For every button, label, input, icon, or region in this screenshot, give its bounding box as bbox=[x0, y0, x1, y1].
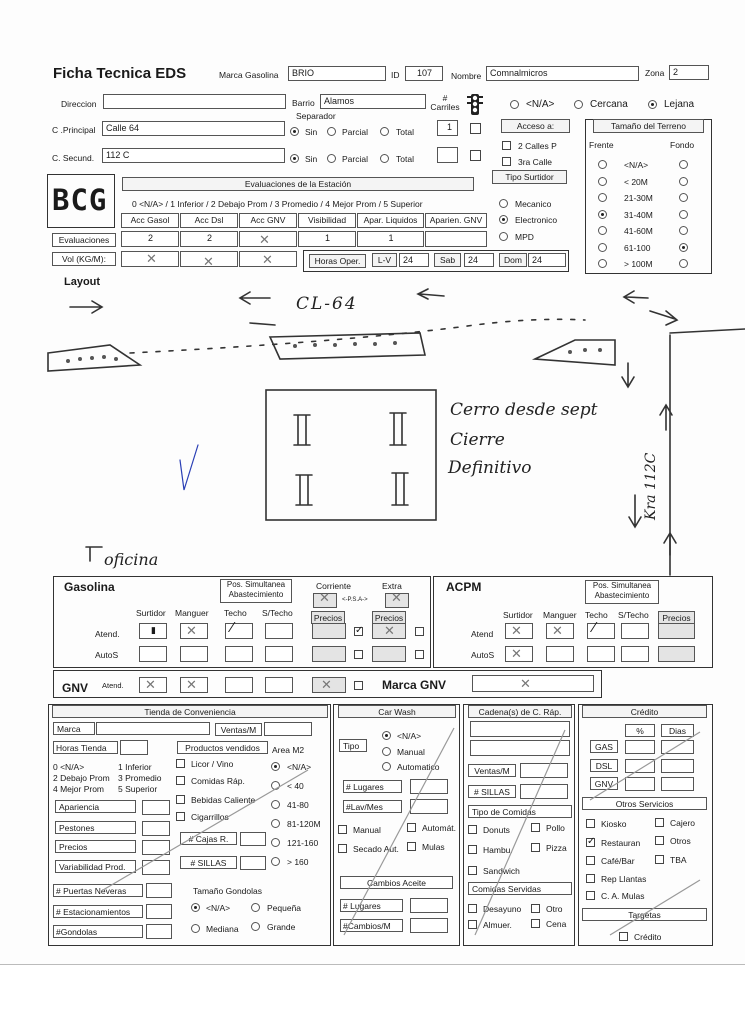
carwash-automat-cb-label: Automát. bbox=[422, 823, 457, 833]
gnv-precio-crossed: ✕ bbox=[321, 677, 332, 692]
bcg-logo: BCG bbox=[52, 183, 108, 217]
tienda-ventas-field[interactable] bbox=[264, 722, 312, 736]
carriles-value: 1 bbox=[447, 122, 453, 132]
acpm-atend-stecho[interactable] bbox=[621, 623, 649, 639]
gasolina-precio-corriente-atend[interactable] bbox=[312, 623, 346, 639]
eval-cell-value: 1 bbox=[325, 233, 331, 243]
eval-cell[interactable] bbox=[425, 231, 487, 247]
corriente-pos-crossed: ✕ bbox=[319, 590, 330, 605]
estacionamientos-label: # Estacionamientos bbox=[53, 905, 143, 918]
separador-label: Separador bbox=[296, 111, 336, 121]
sab-label: Sab bbox=[434, 253, 461, 267]
tba-label: TBA bbox=[670, 855, 687, 865]
eval-column-header: Acc Dsl bbox=[180, 213, 238, 228]
tienda-scale-0: 0 <N/A> bbox=[53, 762, 85, 772]
tienda-scale-1: 1 Inferior bbox=[118, 762, 152, 772]
gasolina-manguer-crossed: ✕ bbox=[186, 623, 197, 638]
dom-field[interactable] bbox=[528, 253, 566, 267]
gasolina-precio-extra-autos[interactable] bbox=[372, 646, 406, 662]
secund-total-label: Total bbox=[396, 154, 414, 164]
nombre-label: Nombre bbox=[451, 71, 482, 81]
secund-parcial-radio[interactable] bbox=[327, 154, 336, 163]
eval-cell[interactable] bbox=[180, 231, 238, 247]
credito-dsl-label: DSL bbox=[590, 759, 618, 772]
eval-cell[interactable] bbox=[298, 231, 356, 247]
cadena-title: Cadena(s) de C. Ráp. bbox=[468, 705, 572, 718]
terreno-option-label: <N/A> bbox=[624, 160, 649, 170]
producto-label: Licor / Vino bbox=[191, 759, 234, 769]
acpm-techo-mark: ⁄ bbox=[593, 619, 596, 636]
producto-label: Bebidas Caliente bbox=[191, 795, 256, 805]
gasolina-stecho-label: S/Techo bbox=[262, 608, 293, 618]
surtidor-mpd-radio[interactable] bbox=[499, 232, 508, 241]
marca-gasolina-value: BRIO bbox=[292, 68, 315, 78]
neveras-label: # Puertas Neveras bbox=[53, 884, 143, 897]
terreno-option-label: < 20M bbox=[624, 176, 648, 187]
tienda-scale-5: 5 Superior bbox=[118, 784, 158, 794]
eval-column-header: Aparien. GNV bbox=[425, 213, 487, 228]
carwash-lugares-label: # Lugares bbox=[343, 780, 402, 793]
calle-secund-field[interactable] bbox=[102, 148, 285, 163]
carwash-tipo-label: Tipo bbox=[339, 739, 367, 752]
surtidor-mecanico-radio[interactable] bbox=[499, 199, 508, 208]
dos-calles-label: 2 Calles P bbox=[518, 141, 557, 151]
acpm-pos-simultanea: Pos. Simultanea Abastecimiento bbox=[585, 580, 659, 604]
gasolina-atend-stecho[interactable] bbox=[265, 623, 293, 639]
terreno-frente-radio[interactable] bbox=[598, 259, 607, 268]
tienda-rating-label: Pestones bbox=[55, 821, 136, 834]
dom-label: Dom bbox=[499, 253, 527, 267]
terreno-frente-radio[interactable] bbox=[598, 193, 607, 202]
cadena-crossout-stroke bbox=[465, 720, 575, 940]
ubicacion-na-label: <N/A> bbox=[526, 99, 555, 110]
carwash-automatico-label: Automatico bbox=[397, 762, 440, 772]
kiosko-label: Kiosko bbox=[601, 819, 627, 829]
acpm-surtidor-crossed: ✕ bbox=[511, 623, 522, 638]
cambios-aceite-title: Cambios Aceite bbox=[340, 876, 453, 889]
dom-value: 24 bbox=[532, 255, 543, 265]
gnv-atend-stecho[interactable] bbox=[265, 677, 293, 693]
sab-value: 24 bbox=[468, 255, 479, 265]
eval-cell[interactable] bbox=[357, 231, 424, 247]
area-option-label: 41-80 bbox=[287, 800, 309, 810]
calle-secund-value: 112 C bbox=[106, 150, 130, 160]
terreno-frente-label: Frente bbox=[589, 140, 614, 150]
psa-label: <-P.S.A-> bbox=[342, 597, 368, 603]
acpm-title: ACPM bbox=[446, 580, 482, 594]
nombre-value: Comnalmicros bbox=[490, 68, 548, 78]
carwash-mulas-label: Mulas bbox=[422, 842, 445, 852]
credito-crossout-stroke bbox=[580, 720, 710, 940]
gasolina-autos-surtidor[interactable] bbox=[139, 646, 167, 662]
carwash-manual-label: Manual bbox=[397, 747, 425, 757]
principal-sin-label: Sin bbox=[305, 127, 318, 137]
terreno-frente-radio[interactable] bbox=[598, 243, 607, 252]
gasolina-extra-checkbox[interactable] bbox=[415, 627, 424, 636]
cadena-ventas-label: Ventas/M bbox=[468, 764, 516, 777]
tienda-sillas-label: # SILLAS bbox=[180, 856, 237, 869]
credito-title: Crédito bbox=[582, 705, 707, 718]
donuts-label: Donuts bbox=[483, 825, 510, 835]
lv-label: L-V bbox=[372, 253, 397, 267]
lv-value: 24 bbox=[403, 255, 414, 265]
vol-label: Vol (KG/M): bbox=[52, 252, 116, 266]
gondolas-na-radio[interactable] bbox=[191, 903, 200, 912]
acpm-surtidor-label: Surtidor bbox=[503, 610, 533, 620]
acpm-atend-techo[interactable] bbox=[587, 623, 615, 639]
credito-pct-label: % bbox=[625, 724, 655, 737]
ubicacion-na-radio[interactable] bbox=[510, 100, 519, 109]
acpm-precio-autos[interactable] bbox=[658, 646, 695, 662]
vol-gnv-crossed: ✕ bbox=[262, 252, 273, 267]
productos-vendidos-label: Productos vendidos bbox=[177, 741, 268, 754]
gasolina-techo-mark: ⁄ bbox=[231, 619, 234, 636]
gasolina-autos-manguer[interactable] bbox=[180, 646, 208, 662]
form-title: Ficha Tecnica EDS bbox=[53, 65, 187, 82]
layout-sketch bbox=[30, 285, 745, 580]
pollo-label: Pollo bbox=[546, 823, 565, 833]
id-field[interactable] bbox=[405, 66, 443, 81]
producto-label: Comidas Ráp. bbox=[191, 776, 245, 786]
otros-label: Otros bbox=[670, 836, 691, 846]
gasolina-corriente-checkbox[interactable] bbox=[354, 627, 363, 636]
sandwich-label: Sandwich bbox=[483, 866, 520, 876]
vol-dsl-crossed: ✕ bbox=[203, 254, 214, 269]
gasolina-extra-autos-checkbox[interactable] bbox=[415, 650, 424, 659]
nombre-field[interactable] bbox=[486, 66, 639, 81]
terreno-frente-radio[interactable] bbox=[598, 177, 607, 186]
ubicacion-cercana-radio[interactable] bbox=[574, 100, 583, 109]
gasolina-extra-label: Extra bbox=[382, 581, 402, 591]
tienda-title: Tienda de Conveniencia bbox=[52, 705, 328, 718]
eval-cell[interactable] bbox=[121, 231, 179, 247]
street-side-label: Kra 112C bbox=[643, 452, 659, 520]
targetas-title: Targetas bbox=[582, 908, 707, 921]
terreno-frente-radio[interactable] bbox=[598, 160, 607, 169]
cafe-label: Café/Bar bbox=[601, 856, 635, 866]
dos-calles-checkbox[interactable] bbox=[502, 141, 511, 150]
area-option-label: 121-160 bbox=[287, 838, 319, 848]
gnv-atend-techo[interactable] bbox=[225, 677, 253, 693]
principal-sin-radio[interactable] bbox=[290, 127, 299, 136]
principal-parcial-label: Parcial bbox=[342, 127, 368, 137]
marca-gnv-field[interactable] bbox=[472, 675, 594, 692]
cajero-label: Cajero bbox=[670, 818, 696, 828]
ubicacion-lejana-radio[interactable] bbox=[648, 100, 657, 109]
ubicacion-lejana-label: Lejana bbox=[664, 99, 695, 110]
extra-pos-crossed: ✕ bbox=[391, 590, 402, 605]
tienda-marca-label: Marca bbox=[53, 722, 95, 735]
tipo-surtidor-button[interactable]: Tipo Surtidor bbox=[492, 170, 567, 184]
terreno-option-label: 21-30M bbox=[624, 193, 653, 203]
evaluaciones-scale: 0 <N/A> / 1 Inferior / 2 Debajo Prom / 3 Promedio / 4 Mejor Prom / 5 Superior bbox=[132, 199, 423, 209]
terreno-fondo-label: Fondo bbox=[670, 140, 695, 150]
carriles-secund-field[interactable] bbox=[437, 147, 458, 163]
terreno-title: Tamaño del Terreno bbox=[593, 119, 704, 133]
layout-label: Layout bbox=[64, 276, 101, 288]
credito-dias-label: Dias bbox=[661, 724, 694, 737]
gasolina-manguer-label: Manguer bbox=[175, 608, 209, 618]
calle-principal-value: Calle 64 bbox=[106, 123, 140, 133]
gasolina-precios-corriente: Precios bbox=[311, 611, 345, 624]
cajas-label: # Cajas R. bbox=[180, 832, 237, 845]
zona-field[interactable] bbox=[669, 65, 709, 80]
barrio-field[interactable] bbox=[320, 94, 426, 109]
gondolas-na-label: <N/A> bbox=[206, 903, 231, 913]
acpm-techo-label: Techo bbox=[585, 610, 608, 620]
terreno-fondo-radio[interactable] bbox=[679, 243, 688, 252]
acpm-stecho-label: S/Techo bbox=[618, 610, 649, 620]
tercera-calle-checkbox[interactable] bbox=[502, 157, 511, 166]
marca-gasolina-field[interactable] bbox=[288, 66, 386, 81]
id-value: 107 bbox=[417, 68, 433, 78]
area-option-label: < 40 bbox=[287, 781, 304, 791]
area-option-label: <N/A> bbox=[287, 762, 312, 772]
horas-tienda-label: Horas Tienda bbox=[53, 741, 118, 754]
eval-cell-value: 2 bbox=[148, 233, 154, 243]
terreno-option-label: 41-60M bbox=[624, 226, 653, 236]
gasolina-corriente-autos-checkbox[interactable] bbox=[354, 650, 363, 659]
acpm-autos-crossed: ✕ bbox=[511, 646, 522, 661]
carriles-secund-checkbox[interactable] bbox=[470, 150, 481, 161]
carriles-field[interactable] bbox=[437, 120, 458, 136]
tienda-scale-2: 2 Debajo Prom bbox=[53, 773, 110, 783]
gasolina-atend-label: Atend. bbox=[95, 629, 120, 639]
gasolina-surtidor-label: Surtidor bbox=[136, 608, 166, 618]
otro-label: Otro bbox=[546, 904, 563, 914]
marca-gnv-crossed: ✕ bbox=[520, 676, 531, 691]
marca-gnv-label: Marca GNV bbox=[382, 678, 447, 692]
gondolas-pequena-radio[interactable] bbox=[251, 903, 260, 912]
credito-gnv-label: GNV bbox=[590, 777, 618, 790]
tienda-scale-3: 3 Promedio bbox=[118, 773, 162, 783]
gasolina-autos-stecho[interactable] bbox=[265, 646, 293, 662]
principal-total-radio[interactable] bbox=[380, 127, 389, 136]
almuer-label: Almuer. bbox=[483, 920, 512, 930]
gondolas-pequena-label: Pequeña bbox=[267, 903, 302, 913]
terreno-option-label: 61-100 bbox=[624, 242, 651, 253]
gondolas-grande-radio[interactable] bbox=[251, 922, 260, 931]
secund-parcial-label: Parcial bbox=[342, 154, 368, 164]
gondolas-label: #Gondolas bbox=[53, 925, 143, 938]
estacionamientos-field[interactable] bbox=[146, 904, 172, 919]
tienda-marca-field[interactable] bbox=[96, 722, 210, 735]
tienda-crossout-stroke bbox=[98, 760, 318, 900]
otros-servicios-title: Otros Servicios bbox=[582, 797, 707, 810]
note-line-2: Cierre bbox=[450, 430, 505, 450]
principal-parcial-radio[interactable] bbox=[327, 127, 336, 136]
surtidor-electronico-radio[interactable] bbox=[499, 215, 508, 224]
cena-label: Cena bbox=[546, 919, 567, 929]
carwash-title: Car Wash bbox=[338, 705, 456, 718]
gasolina-precio-corriente-autos[interactable] bbox=[312, 646, 346, 662]
area-option-label: 81-120M bbox=[287, 819, 321, 829]
zona-value: 2 bbox=[673, 67, 679, 77]
carwash-secado-label: Secado Aut. bbox=[353, 844, 399, 854]
gondolas-mediana-radio[interactable] bbox=[191, 924, 200, 933]
gasolina-pos-simultanea: Pos. Simultanea Abastecimiento bbox=[220, 579, 292, 603]
gnv-manguer-crossed: ✕ bbox=[186, 677, 197, 692]
note-line-3: Definitivo bbox=[448, 458, 532, 478]
tienda-rating-label: Variabilidad Prod. bbox=[55, 860, 136, 873]
lv-field[interactable] bbox=[399, 253, 429, 267]
gasolina-autos-techo[interactable] bbox=[225, 646, 253, 662]
horas-tienda-field[interactable] bbox=[120, 740, 148, 755]
gnv-checkbox[interactable] bbox=[354, 681, 363, 690]
terreno-option-label: 31-40M bbox=[624, 209, 653, 220]
acpm-atend-label: Atend bbox=[471, 629, 494, 639]
note-line-1: Cerro desde sept bbox=[450, 400, 598, 420]
direccion-field[interactable] bbox=[103, 94, 286, 109]
carriles-checkbox[interactable] bbox=[470, 123, 481, 134]
gondolas-mediana-label: Mediana bbox=[206, 924, 239, 934]
terreno-fondo-radio[interactable] bbox=[679, 193, 688, 202]
restauran-label: Restauran bbox=[601, 838, 641, 848]
acpm-autos-techo[interactable] bbox=[587, 646, 615, 662]
evaluaciones-row-label: Evaluaciones bbox=[52, 233, 116, 247]
terreno-fondo-radio[interactable] bbox=[679, 210, 688, 219]
surtidor-mecanico-label: Mecanico bbox=[515, 199, 552, 209]
ubicacion-cercana-label: Cercana bbox=[590, 99, 628, 110]
calle-principal-label: C .Principal bbox=[52, 125, 96, 135]
zona-label: Zona bbox=[645, 68, 665, 78]
producto-label: Cigarrillos bbox=[191, 812, 229, 822]
cadena-sillas-label: # SILLAS bbox=[468, 785, 516, 798]
acpm-autos-stecho[interactable] bbox=[621, 646, 649, 662]
secund-total-radio[interactable] bbox=[380, 154, 389, 163]
sab-field[interactable] bbox=[464, 253, 494, 267]
desayuno-label: Desayuno bbox=[483, 904, 522, 914]
acpm-manguer-label: Manguer bbox=[543, 610, 577, 620]
area-m2-label: Area M2 bbox=[272, 745, 305, 755]
terreno-fondo-radio[interactable] bbox=[679, 226, 688, 235]
id-label: ID bbox=[391, 70, 400, 80]
comidas-servidas-title: Comidas Servidas bbox=[468, 882, 572, 895]
tercera-calle-label: 3ra Calle bbox=[518, 157, 553, 167]
surtidor-mpd-label: MPD bbox=[515, 232, 534, 242]
gasolina-autos-label: AutoS bbox=[95, 650, 119, 660]
barrio-label: Barrio bbox=[292, 98, 315, 108]
secund-sin-radio[interactable] bbox=[290, 154, 299, 163]
gondolas-field[interactable] bbox=[146, 924, 172, 939]
acpm-precio-atend[interactable] bbox=[658, 623, 695, 639]
calle-principal-field[interactable] bbox=[102, 121, 285, 136]
direccion-label: Direccion bbox=[61, 99, 97, 109]
ca-mulas-label: C. A. Mulas bbox=[601, 891, 645, 901]
acceso-button[interactable]: Acceso a: bbox=[501, 119, 570, 133]
gnv-surtidor-crossed: ✕ bbox=[145, 677, 156, 692]
credito-gas-label: GAS bbox=[590, 740, 618, 753]
gasolina-atend-techo[interactable] bbox=[225, 623, 253, 639]
eval-column-header: Acc Gasol bbox=[121, 213, 179, 228]
carwash-lav-label: #Lav/Mes bbox=[343, 800, 402, 813]
acpm-manguer-crossed: ✕ bbox=[552, 623, 563, 638]
tipo-comidas-title: Tipo de Comidas bbox=[468, 805, 572, 818]
traffic-light-icon bbox=[467, 93, 483, 117]
principal-total-label: Total bbox=[396, 127, 414, 137]
hambu-label: Hambu. bbox=[483, 845, 513, 855]
horas-oper-label: Horas Oper. bbox=[309, 254, 366, 268]
gondolas-grande-label: Grande bbox=[267, 922, 296, 932]
surtidor-electronico-label: Electronico bbox=[515, 215, 558, 225]
eval-gnv-crossed: ✕ bbox=[259, 232, 270, 247]
terreno-frente-radio[interactable] bbox=[598, 226, 607, 235]
area-option-label: > 160 bbox=[287, 857, 309, 867]
eval-column-header: Acc GNV bbox=[239, 213, 297, 228]
carriles-label: # Carriles bbox=[430, 93, 460, 112]
cambios-lugares-label: # Lugares bbox=[340, 899, 403, 912]
tienda-scale-4: 4 Mejor Prom bbox=[53, 784, 105, 794]
eval-cell-value: 1 bbox=[388, 233, 394, 243]
cambios-m-label: #Cambios/M bbox=[340, 919, 403, 932]
eval-column-header: Apar. Liquidos bbox=[357, 213, 424, 228]
gnv-atend-label: Atend. bbox=[102, 681, 124, 690]
tamano-gondolas-label: Tamaño Gondolas bbox=[193, 886, 262, 896]
carwash-manual-cb-label: Manual bbox=[353, 825, 381, 835]
acpm-autos-label: AutoS bbox=[471, 650, 495, 660]
gasolina-title: Gasolina bbox=[64, 580, 115, 594]
tienda-ventas-label: Ventas/M bbox=[215, 723, 262, 736]
terreno-option-label: > 100M bbox=[624, 259, 653, 269]
pizza-label: Pizza bbox=[546, 843, 567, 853]
rep-llantas-label: Rep Llantas bbox=[601, 874, 647, 884]
carwash-crossout-stroke bbox=[336, 720, 460, 940]
barrio-value: Alamos bbox=[324, 96, 355, 106]
evaluaciones-title: Evaluaciones de la Estación bbox=[122, 177, 474, 191]
gasolina-corriente-label: Corriente bbox=[316, 581, 351, 591]
terreno-fondo-radio[interactable] bbox=[679, 160, 688, 169]
gasolina-techo-label: Techo bbox=[224, 608, 247, 618]
tienda-rating-label: Apariencia bbox=[55, 800, 136, 813]
street-top-label: CL-64 bbox=[296, 294, 358, 314]
calle-secund-label: C. Secund. bbox=[52, 153, 95, 163]
oficina-label: oficina bbox=[104, 550, 159, 569]
terreno-frente-radio[interactable] bbox=[598, 210, 607, 219]
acpm-precios: Precios bbox=[658, 611, 695, 624]
terreno-fondo-radio[interactable] bbox=[679, 177, 688, 186]
carwash-na-label: <N/A> bbox=[397, 731, 422, 741]
eval-cell-value: 2 bbox=[207, 233, 213, 243]
eval-column-header: Visibilidad bbox=[298, 213, 356, 228]
tienda-rating-label: Precios bbox=[55, 840, 136, 853]
marca-gasolina-label: Marca Gasolina bbox=[219, 70, 279, 80]
gasolina-extra-crossed: ✕ bbox=[384, 623, 395, 638]
credito-card-label: Crédito bbox=[634, 932, 662, 942]
gasolina-atend-surtidor[interactable]: ▮ bbox=[139, 623, 167, 639]
secund-sin-label: Sin bbox=[305, 154, 318, 164]
acpm-autos-manguer[interactable] bbox=[546, 646, 574, 662]
gasolina-precios-extra: Precios bbox=[372, 611, 406, 624]
terreno-fondo-radio[interactable] bbox=[679, 259, 688, 268]
gnv-title: GNV bbox=[62, 681, 89, 695]
vol-gasol-crossed: ✕ bbox=[146, 251, 157, 266]
